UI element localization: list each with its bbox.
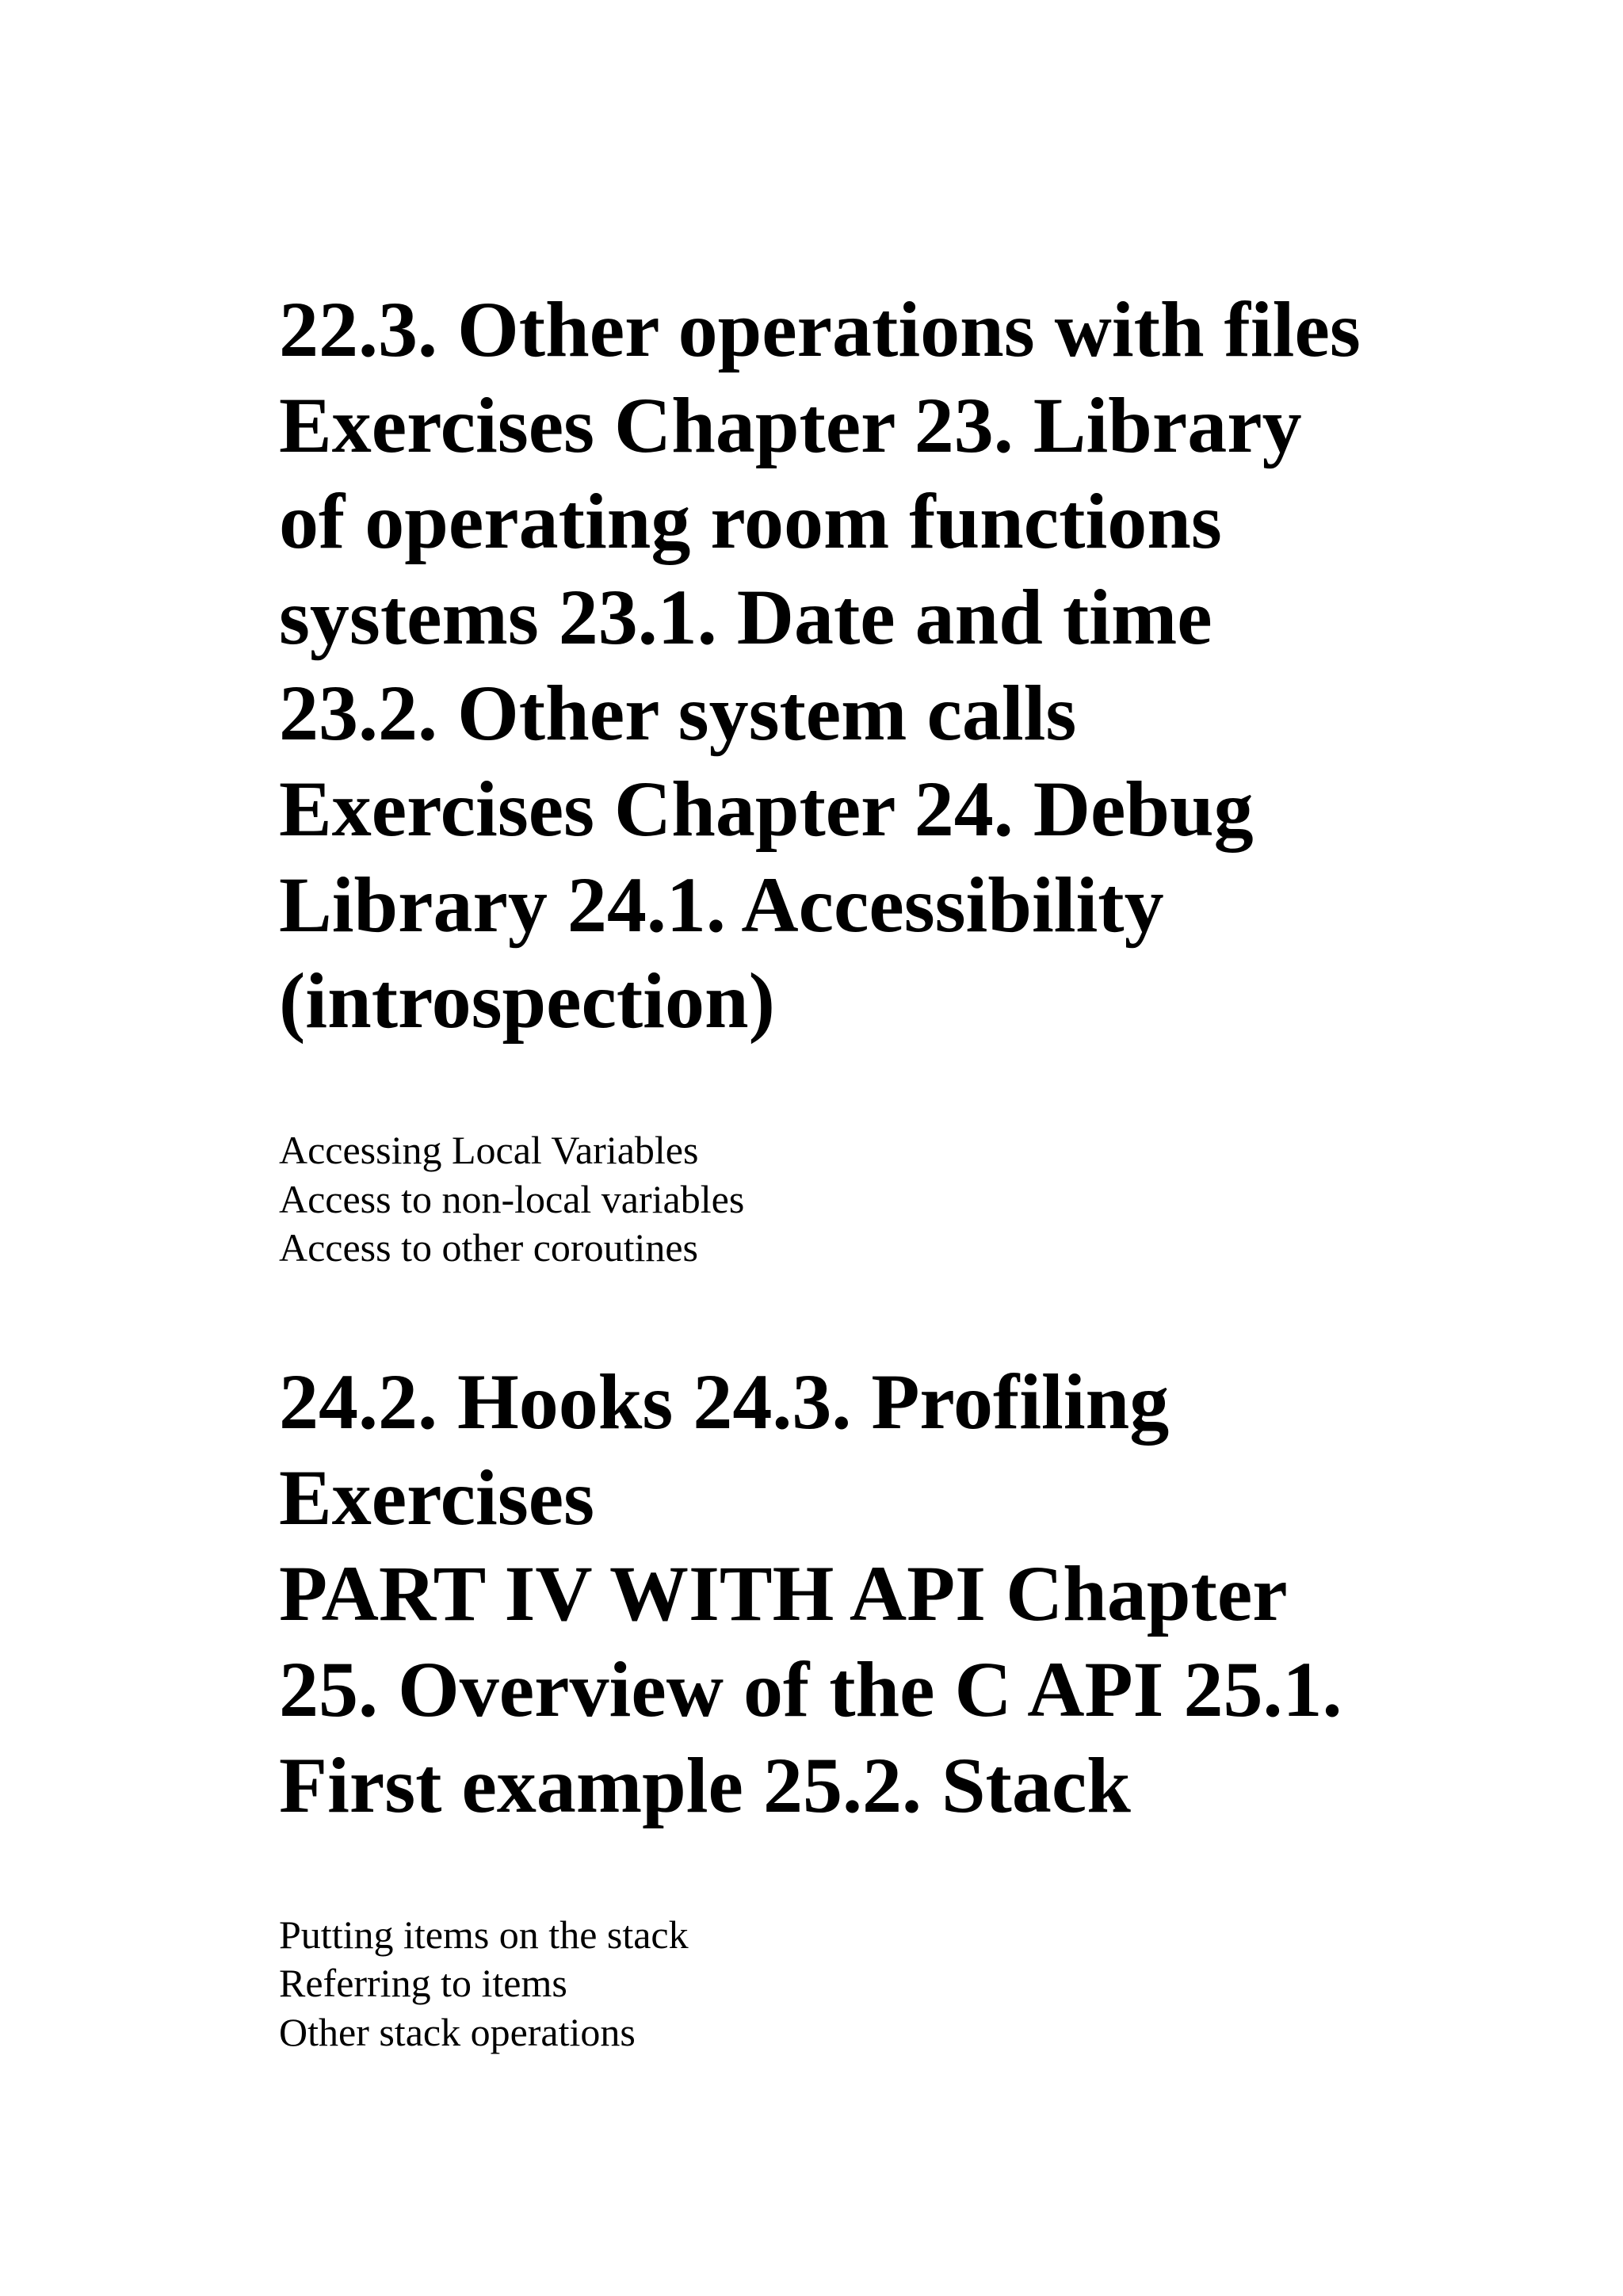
list-item: Accessing Local Variables	[279, 1128, 699, 1172]
list-item: Referring to items	[279, 1961, 567, 2005]
list-item: Putting items on the stack	[279, 1912, 689, 1957]
list-item: Access to non-local variables	[279, 1176, 745, 1221]
section-heading-2: 24.2. Hooks 24.3. Profiling Exercises PART IV WITH API Chapter 25. Overview of the C API 25.1. First example 25.2. Stack	[279, 1357, 1342, 1829]
document-page	[279, 281, 1373, 2057]
list-item: Other stack operations	[279, 2009, 636, 2054]
subsection-list-2	[279, 1911, 1373, 2057]
list-item: Access to other coroutines	[279, 1225, 699, 1270]
subsection-list-1	[279, 1126, 1373, 1273]
section-heading-1: 22.3. Other operations with files Exercises Chapter 23. Library of operating room functions systems 23.1. Date and time 23.2. Other system calls Exercises Chapter 24. Debug Library 24.1. Accessibility (introspection)	[279, 285, 1361, 1045]
